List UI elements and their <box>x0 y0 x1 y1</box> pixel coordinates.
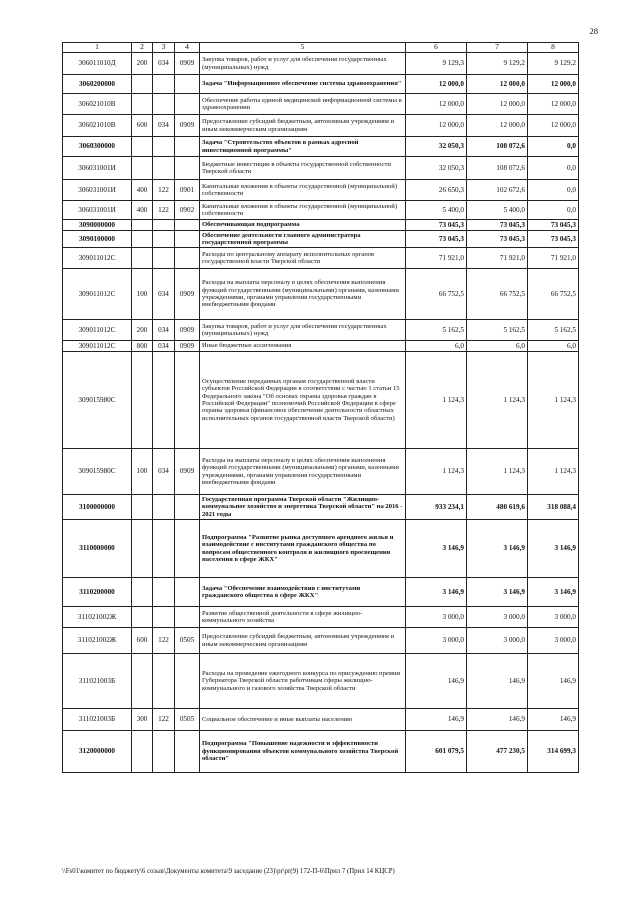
table-row <box>63 578 579 607</box>
table-row <box>63 115 579 137</box>
table-row <box>63 320 579 341</box>
row-value-col7: 3 000,0 <box>467 607 528 628</box>
row-department-code: 122 <box>153 201 175 220</box>
column-header: 5 <box>200 43 406 53</box>
row-name: Расходы на проведение ежегодного конкурса по присуждению премии Губернатора Тверской области работникам сферы жилищно-коммунального и газового хозяйства Тверской области <box>200 654 406 709</box>
row-expense-type: 400 <box>132 201 153 220</box>
row-value-col8: 0,0 <box>528 137 579 157</box>
row-value-col8: 12 000,0 <box>528 94 579 115</box>
table-row <box>63 352 579 449</box>
row-value-col6: 3 000,0 <box>406 607 467 628</box>
row-expense-type <box>132 75 153 94</box>
row-expense-type <box>132 578 153 607</box>
row-code: 3110200000 <box>63 578 132 607</box>
row-section-code <box>175 607 200 628</box>
row-expense-type <box>132 137 153 157</box>
table-row <box>63 654 579 709</box>
row-value-col6: 9 129,3 <box>406 53 467 75</box>
row-value-col6: 6,0 <box>406 341 467 352</box>
row-value-col7: 5 400,0 <box>467 201 528 220</box>
row-department-code <box>153 578 175 607</box>
row-department-code <box>153 157 175 180</box>
row-section-code: 0909 <box>175 341 200 352</box>
table-row <box>63 628 579 654</box>
row-value-col8: 3 146,9 <box>528 520 579 578</box>
row-expense-type: 400 <box>132 180 153 201</box>
row-code: 309011012С <box>63 320 132 341</box>
row-expense-type <box>132 520 153 578</box>
row-value-col7: 73 045,3 <box>467 220 528 231</box>
table-row <box>63 53 579 75</box>
row-value-col7: 71 921,0 <box>467 248 528 269</box>
row-department-code <box>153 137 175 157</box>
row-name: Задача "Обеспечение взаимодействия с институтами гражданского общества в сфере ЖКХ" <box>200 578 406 607</box>
row-value-col8: 1 124,3 <box>528 352 579 449</box>
row-section-code: 0909 <box>175 449 200 495</box>
row-value-col7: 73 045,3 <box>467 231 528 248</box>
footer-file-path: \\Fs01\комитет по бюджету\6 созыв\Документы комитета\9 заседание (23)\pr\pr(9) 172-П-6\Прил 7 (Прил 14 КЦСР) <box>62 868 395 875</box>
row-value-col8: 71 921,0 <box>528 248 579 269</box>
row-code: 306021010В <box>63 115 132 137</box>
row-value-col7: 3 000,0 <box>467 628 528 654</box>
row-value-col8: 0,0 <box>528 157 579 180</box>
row-department-code: 122 <box>153 628 175 654</box>
row-expense-type <box>132 495 153 520</box>
row-value-col6: 32 050,3 <box>406 157 467 180</box>
table-row <box>63 520 579 578</box>
row-code: 3110000000 <box>63 520 132 578</box>
row-code: 309015980С <box>63 352 132 449</box>
row-value-col6: 12 000,0 <box>406 115 467 137</box>
row-department-code <box>153 607 175 628</box>
row-code: 3090000000 <box>63 220 132 231</box>
column-header: 1 <box>63 43 132 53</box>
row-name: Подпрограмма "Повышение надежности и эффективности функционирования объектов коммунального хозяйства Тверской области" <box>200 731 406 773</box>
row-value-col6: 3 000,0 <box>406 628 467 654</box>
row-value-col6: 3 146,9 <box>406 578 467 607</box>
column-header: 2 <box>132 43 153 53</box>
row-name: Расходы на выплаты персоналу в целях обеспечения выполнения функций государственными (муниципальными) органами, казенными учреждениями, органами управления государственными внебюджетными фондами <box>200 449 406 495</box>
row-code: 3090100000 <box>63 231 132 248</box>
row-value-col7: 12 000,0 <box>467 94 528 115</box>
row-code: 306011010Д <box>63 53 132 75</box>
row-section-code: 0505 <box>175 628 200 654</box>
row-expense-type: 100 <box>132 449 153 495</box>
row-value-col6: 26 650,3 <box>406 180 467 201</box>
row-expense-type <box>132 731 153 773</box>
row-section-code <box>175 520 200 578</box>
column-header: 8 <box>528 43 579 53</box>
row-name: Предоставление субсидий бюджетным, автономным учреждениям и иным некоммерческим организациям <box>200 628 406 654</box>
row-value-col8: 318 088,4 <box>528 495 579 520</box>
row-value-col6: 146,9 <box>406 709 467 731</box>
row-section-code <box>175 248 200 269</box>
row-value-col8: 9 129,2 <box>528 53 579 75</box>
table-body <box>63 53 579 773</box>
row-value-col7: 146,9 <box>467 654 528 709</box>
row-section-code <box>175 220 200 231</box>
row-value-col8: 146,9 <box>528 654 579 709</box>
table-row <box>63 607 579 628</box>
table-row <box>63 75 579 94</box>
row-value-col7: 12 000,0 <box>467 115 528 137</box>
page-number: 28 <box>589 26 598 36</box>
row-department-code: 034 <box>153 53 175 75</box>
row-section-code <box>175 352 200 449</box>
row-expense-type <box>132 231 153 248</box>
row-expense-type: 200 <box>132 320 153 341</box>
row-value-col6: 12 000,0 <box>406 94 467 115</box>
row-code: 3060300000 <box>63 137 132 157</box>
row-section-code <box>175 654 200 709</box>
row-value-col7: 146,9 <box>467 709 528 731</box>
row-section-code <box>175 137 200 157</box>
row-name: Развитие общественной деятельности в сфере жилищно-коммунального хозяйства <box>200 607 406 628</box>
row-code: 306031001И <box>63 157 132 180</box>
row-name: Задача "Информационное обеспечение системы здравоохранения" <box>200 75 406 94</box>
row-value-col7: 66 752,5 <box>467 269 528 320</box>
row-department-code <box>153 220 175 231</box>
row-department-code: 034 <box>153 341 175 352</box>
row-section-code: 0909 <box>175 269 200 320</box>
row-value-col7: 108 072,6 <box>467 157 528 180</box>
row-value-col6: 146,9 <box>406 654 467 709</box>
row-section-code: 0505 <box>175 709 200 731</box>
row-department-code: 034 <box>153 269 175 320</box>
row-department-code: 034 <box>153 320 175 341</box>
row-expense-type: 800 <box>132 341 153 352</box>
row-value-col8: 5 162,5 <box>528 320 579 341</box>
row-name: Подпрограмма "Развитие рынка доступного арендного жилья и взаимодействие с институтами гражданского общества по вопросам общественного контроля и жилищного просвещения населения в сфере ЖКХ" <box>200 520 406 578</box>
row-value-col8: 1 124,3 <box>528 449 579 495</box>
row-expense-type <box>132 352 153 449</box>
row-value-col7: 1 124,3 <box>467 352 528 449</box>
row-department-code <box>153 731 175 773</box>
row-code: 311021003Б <box>63 709 132 731</box>
row-name: Задача "Строительство объектов в рамках адресной инвестиционной программы" <box>200 137 406 157</box>
row-section-code: 0909 <box>175 53 200 75</box>
row-expense-type <box>132 157 153 180</box>
table-row <box>63 341 579 352</box>
column-header: 6 <box>406 43 467 53</box>
row-section-code <box>175 578 200 607</box>
row-section-code <box>175 75 200 94</box>
row-name: Расходы по центральному аппарату исполнительных органов государственной власти Тверской области <box>200 248 406 269</box>
table-row <box>63 231 579 248</box>
row-expense-type: 100 <box>132 269 153 320</box>
row-section-code <box>175 731 200 773</box>
row-value-col8: 0,0 <box>528 180 579 201</box>
row-department-code <box>153 248 175 269</box>
row-department-code <box>153 520 175 578</box>
row-department-code <box>153 94 175 115</box>
row-value-col8: 73 045,3 <box>528 231 579 248</box>
row-code: 3100000000 <box>63 495 132 520</box>
row-value-col7: 12 000,0 <box>467 75 528 94</box>
row-value-col8: 3 146,9 <box>528 578 579 607</box>
table-row <box>63 201 579 220</box>
budget-table <box>62 42 579 773</box>
row-value-col8: 12 000,0 <box>528 115 579 137</box>
table-row <box>63 220 579 231</box>
row-value-col7: 477 230,5 <box>467 731 528 773</box>
row-code: 3120000000 <box>63 731 132 773</box>
row-value-col7: 108 072,6 <box>467 137 528 157</box>
row-department-code <box>153 75 175 94</box>
row-value-col8: 12 000,0 <box>528 75 579 94</box>
row-value-col7: 6,0 <box>467 341 528 352</box>
row-section-code: 0902 <box>175 201 200 220</box>
row-code: 3060200000 <box>63 75 132 94</box>
row-section-code <box>175 94 200 115</box>
row-section-code: 0909 <box>175 320 200 341</box>
row-name: Социальное обеспечение и иные выплаты населению <box>200 709 406 731</box>
row-department-code <box>153 654 175 709</box>
table-row <box>63 495 579 520</box>
row-code: 309015980С <box>63 449 132 495</box>
row-name: Расходы на выплаты персоналу в целях обеспечения выполнения функций государственными (муниципальными) органами, казенными учреждениями, органами управления государственными внебюджетными фондами <box>200 269 406 320</box>
row-name: Закупка товаров, работ и услуг для обеспечения государственных (муниципальных) нужд <box>200 53 406 75</box>
row-value-col8: 73 045,3 <box>528 220 579 231</box>
row-value-col6: 5 400,0 <box>406 201 467 220</box>
row-value-col8: 314 699,3 <box>528 731 579 773</box>
row-value-col6: 12 000,0 <box>406 75 467 94</box>
row-section-code: 0909 <box>175 115 200 137</box>
table-row <box>63 248 579 269</box>
row-code: 306031001И <box>63 180 132 201</box>
column-header: 3 <box>153 43 175 53</box>
row-name: Предоставление субсидий бюджетным, автономным учреждениям и иным некоммерческим организациям <box>200 115 406 137</box>
row-value-col8: 3 000,0 <box>528 607 579 628</box>
row-value-col7: 480 619,6 <box>467 495 528 520</box>
row-name: Капитальные вложения в объекты государственной (муниципальной) собственности <box>200 201 406 220</box>
row-value-col6: 601 079,5 <box>406 731 467 773</box>
row-value-col7: 3 146,9 <box>467 578 528 607</box>
table-row <box>63 180 579 201</box>
row-value-col6: 32 050,3 <box>406 137 467 157</box>
table-row <box>63 269 579 320</box>
row-section-code <box>175 495 200 520</box>
row-code: 306021010В <box>63 94 132 115</box>
row-expense-type <box>132 654 153 709</box>
row-value-col6: 73 045,3 <box>406 220 467 231</box>
row-name: Государственная программа Тверской области "Жилищно-коммунальное хозяйство и энергетика Тверской области" на 2016 - 2021 годы <box>200 495 406 520</box>
row-expense-type <box>132 607 153 628</box>
row-name: Осуществление переданных органам государственной власти субъектов Российской Федерации в соответствии с частью 1 статьи 15 Федерального закона "Об основах охраны здоровья граждан в Российской Федерации" полномочий Российской Федерации в сфере охраны здоровья (финансовое обеспечение деятельности областных исполнительных органов государственной власти Тверской области) <box>200 352 406 449</box>
row-department-code <box>153 231 175 248</box>
row-value-col6: 933 234,1 <box>406 495 467 520</box>
row-name: Иные бюджетные ассигнования <box>200 341 406 352</box>
row-value-col7: 102 672,6 <box>467 180 528 201</box>
row-value-col8: 0,0 <box>528 201 579 220</box>
row-value-col6: 66 752,5 <box>406 269 467 320</box>
column-header: 7 <box>467 43 528 53</box>
row-department-code <box>153 352 175 449</box>
row-department-code: 034 <box>153 115 175 137</box>
row-value-col8: 146,9 <box>528 709 579 731</box>
row-expense-type: 600 <box>132 115 153 137</box>
row-code: 311021002Ж <box>63 628 132 654</box>
row-section-code <box>175 157 200 180</box>
row-value-col7: 5 162,5 <box>467 320 528 341</box>
row-value-col6: 3 146,9 <box>406 520 467 578</box>
row-name: Бюджетные инвестиции в объекты государственной собственности Тверской области <box>200 157 406 180</box>
row-value-col6: 73 045,3 <box>406 231 467 248</box>
row-value-col6: 5 162,5 <box>406 320 467 341</box>
row-value-col8: 66 752,5 <box>528 269 579 320</box>
row-value-col6: 71 921,0 <box>406 248 467 269</box>
row-code: 309011012С <box>63 341 132 352</box>
row-code: 311021002Ж <box>63 607 132 628</box>
row-department-code: 122 <box>153 180 175 201</box>
row-expense-type <box>132 220 153 231</box>
row-value-col6: 1 124,3 <box>406 352 467 449</box>
row-section-code: 0901 <box>175 180 200 201</box>
row-expense-type <box>132 94 153 115</box>
row-value-col7: 1 124,3 <box>467 449 528 495</box>
row-name: Обеспечение деятельности главного администратора государственной программы <box>200 231 406 248</box>
row-department-code <box>153 495 175 520</box>
row-department-code: 034 <box>153 449 175 495</box>
row-expense-type: 600 <box>132 628 153 654</box>
column-header: 4 <box>175 43 200 53</box>
row-value-col8: 3 000,0 <box>528 628 579 654</box>
table-row <box>63 137 579 157</box>
row-code: 309011012С <box>63 269 132 320</box>
row-name: Обеспечивающая подпрограмма <box>200 220 406 231</box>
row-department-code: 122 <box>153 709 175 731</box>
row-name: Капитальные вложения в объекты государственной (муниципальной) собственности <box>200 180 406 201</box>
row-code: 311021003Б <box>63 654 132 709</box>
row-name: Закупка товаров, работ и услуг для обеспечения государственных (муниципальных) нужд <box>200 320 406 341</box>
row-expense-type: 200 <box>132 53 153 75</box>
table-row <box>63 709 579 731</box>
table-row <box>63 157 579 180</box>
row-code: 309011012С <box>63 248 132 269</box>
table-row <box>63 731 579 773</box>
row-section-code <box>175 231 200 248</box>
row-code: 306031001И <box>63 201 132 220</box>
row-expense-type: 300 <box>132 709 153 731</box>
row-value-col6: 1 124,3 <box>406 449 467 495</box>
table-row <box>63 94 579 115</box>
row-value-col7: 3 146,9 <box>467 520 528 578</box>
row-name: Обеспечение работы единой медицинской информационной системы в здравоохранении <box>200 94 406 115</box>
row-value-col7: 9 129,2 <box>467 53 528 75</box>
row-expense-type <box>132 248 153 269</box>
table-header-row <box>63 43 579 53</box>
row-value-col8: 6,0 <box>528 341 579 352</box>
table-row <box>63 449 579 495</box>
